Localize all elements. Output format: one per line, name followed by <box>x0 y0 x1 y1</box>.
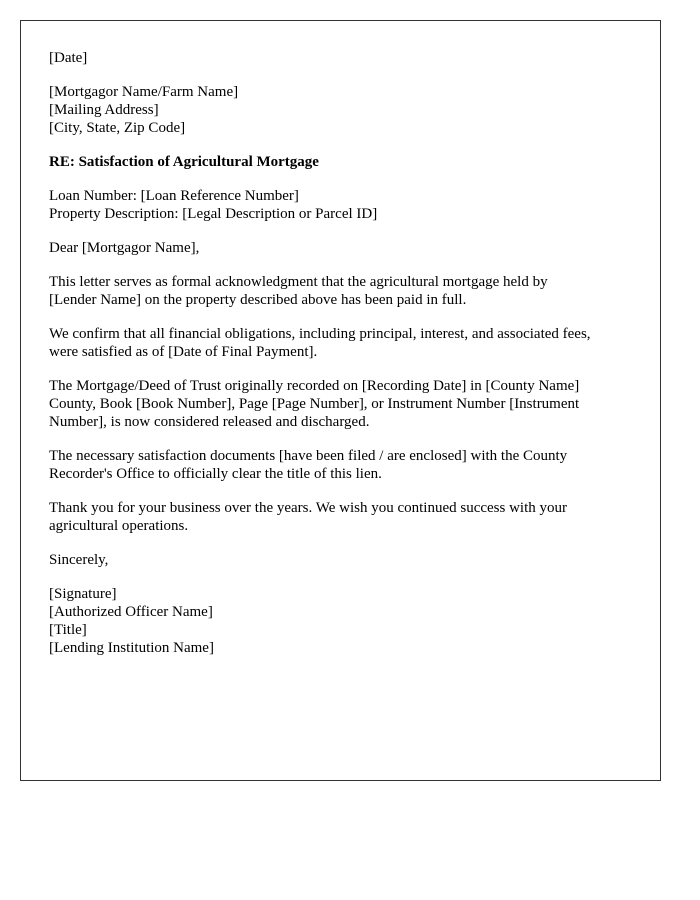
salutation <box>49 239 632 257</box>
body-paragraph <box>49 273 632 309</box>
date <box>49 49 632 67</box>
loan-details <box>49 187 632 223</box>
text-line: Sincerely, <box>49 552 109 568</box>
text-line: [Title] <box>49 622 87 638</box>
text-line: [Lending Institution Name] <box>49 640 214 656</box>
text-line: [Mortgagor Name/Farm Name] <box>49 84 239 100</box>
text-line: The necessary satisfaction documents [have been filed / are enclosed] with the County <box>49 448 568 464</box>
text-line: We confirm that all financial obligations, including principal, interest, and associated fees, <box>49 326 591 342</box>
body-paragraph <box>49 377 632 431</box>
closing <box>49 551 632 569</box>
text-line: [Authorized Officer Name] <box>49 604 213 620</box>
text-line: Loan Number: [Loan Reference Number] <box>49 188 299 204</box>
text-line: [City, State, Zip Code] <box>49 120 186 136</box>
text-line: Dear [Mortgagor Name], <box>49 240 200 256</box>
text-line: were satisfied as of [Date of Final Payment]. <box>49 344 318 360</box>
text-line: The Mortgage/Deed of Trust originally recorded on [Recording Date] in [County Name] <box>49 378 580 394</box>
text-line: [Signature] <box>49 586 117 602</box>
body-paragraph <box>49 499 632 535</box>
text-line: [Lender Name] on the property described above has been paid in full. <box>49 292 467 308</box>
recipient-address <box>49 83 632 137</box>
text-line: Recorder's Office to officially clear the title of this lien. <box>49 466 382 482</box>
text-line: agricultural operations. <box>49 518 189 534</box>
text-line: Number], is now considered released and discharged. <box>49 414 370 430</box>
text-line: Thank you for your business over the years. We wish you continued success with your <box>49 500 567 516</box>
text-line: This letter serves as formal acknowledgment that the agricultural mortgage held by <box>49 274 548 290</box>
text-line: County, Book [Book Number], Page [Page Number], or Instrument Number [Instrument <box>49 396 580 412</box>
text-line: Property Description: [Legal Description or Parcel ID] <box>49 206 378 222</box>
subject-line <box>49 153 632 171</box>
body-paragraph <box>49 325 632 361</box>
letter-page <box>20 20 661 781</box>
text-line: [Mailing Address] <box>49 102 159 118</box>
text-line: RE: Satisfaction of Agricultural Mortgage <box>49 154 319 170</box>
body-paragraph <box>49 447 632 483</box>
signature-block <box>49 585 632 657</box>
text-line: [Date] <box>49 50 88 66</box>
